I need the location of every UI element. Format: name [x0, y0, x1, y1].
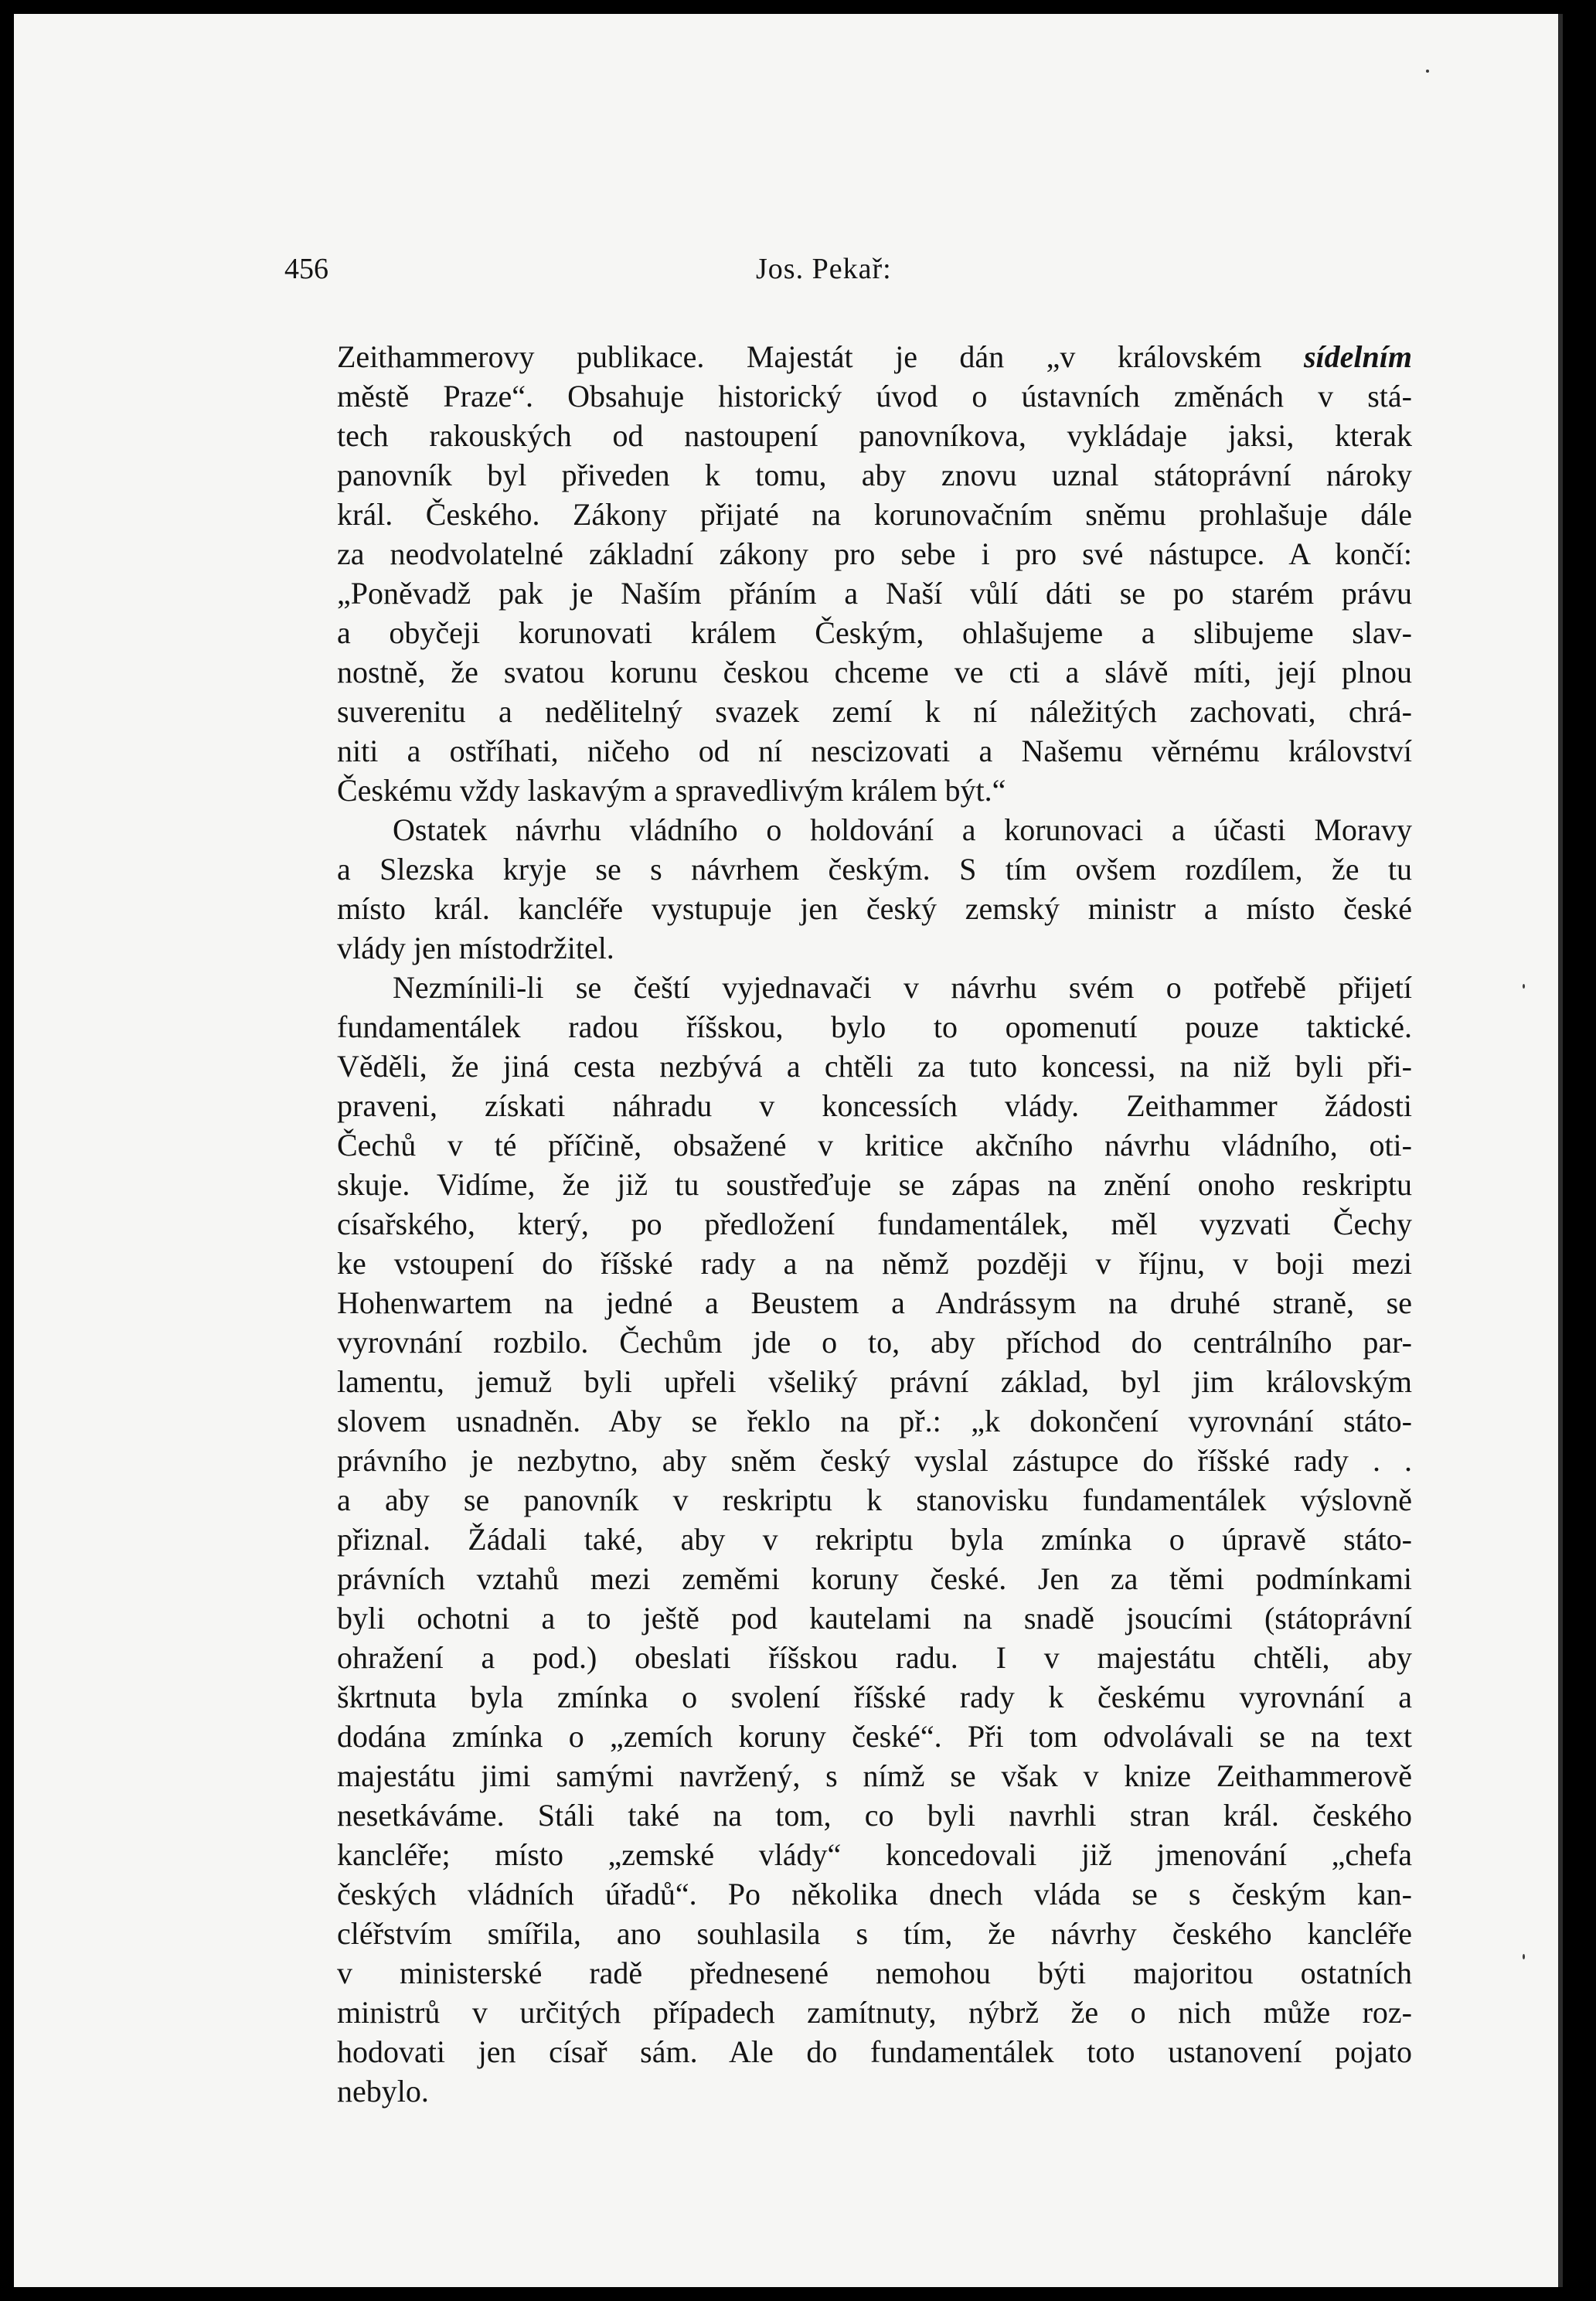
- text-line: a obyčeji korunovati králem Českým, ohlašujeme a slibujeme slav-: [337, 615, 1412, 650]
- text-line: suverenitu a nedělitelný svazek zemí k ní náležitých zachovati, chrá-: [337, 694, 1412, 729]
- text-line: byli ochotni a to ještě pod kautelami na snadě jsoucími (státoprávní: [337, 1601, 1412, 1636]
- text-line: cléřstvím smířila, ano souhlasila s tím, že návrhy českého kancléře: [337, 1916, 1412, 1951]
- paragraph-ostatek: [337, 810, 1412, 968]
- text-line: ohražení a pod.) obeslati říšskou radu. I v majestátu chtěli, aby: [337, 1640, 1412, 1675]
- text-line: Ostatek návrhu vládního o holdování a korunovaci a účasti Moravy: [393, 812, 1412, 847]
- text-line: kancléře; místo „zemské vlády“ koncedovali již jmenování „chefa: [337, 1837, 1412, 1872]
- emphasis-sidelnim: sídelním: [1303, 339, 1412, 374]
- text-line: v ministerské radě přednesené nemohou býti majoritou ostatních: [337, 1956, 1412, 1990]
- scan-speck: [1523, 984, 1525, 989]
- text-line: místo král. kancléře vystupuje jen český zemský ministr a místo české: [337, 891, 1412, 926]
- text-line: a aby se panovník v reskriptu k stanovisku fundamentálek výslovně: [337, 1482, 1412, 1517]
- text-line: Nezmínili-li se čeští vyjednavači v návrhu svém o potřebě přijetí: [393, 970, 1412, 1005]
- text-line: a Slezska kryje se s návrhem českým. S tím ovšem rozdílem, že tu: [337, 852, 1412, 887]
- text-line: českých vládních úřadů“. Po několika dnech vláda se s českým kan-: [337, 1877, 1412, 1911]
- text-line: niti a ostříhati, ničeho od ní nescizovati a Našemu věrnému království: [337, 734, 1412, 768]
- text-line: Věděli, že jiná cesta nezbývá a chtěli za tuto koncessi, na niž byli při-: [337, 1049, 1412, 1084]
- text-line: tech rakouských od nastoupení panovníkova, vykládaje jaksi, kterak: [337, 418, 1412, 453]
- scan-speck: [1523, 1954, 1525, 1959]
- page-edge-shadow: [1558, 14, 1563, 2287]
- text-line: panovník byl přiveden k tomu, aby znovu uznal státoprávní nároky: [337, 458, 1412, 492]
- paragraph-nezminili: [337, 968, 1412, 2111]
- book-page: [14, 14, 1558, 2287]
- page-header: [14, 250, 1558, 288]
- text-line: nesetkáváme. Stáli také na tom, co byli navrhli stran král. českého: [337, 1798, 1412, 1833]
- paragraph-majestat: [337, 337, 1412, 810]
- text-line: vlády jen místodržitel.: [337, 931, 614, 965]
- text-line: právních vztahů mezi zeměmi koruny české. Jen za těmi podmínkami: [337, 1561, 1412, 1596]
- body-text: [337, 337, 1412, 2111]
- text-line: dodána zmínka o „zemích koruny české“. Při tom odvolávali se na text: [337, 1719, 1412, 1754]
- text-line: Českému vždy laskavým a spravedlivým králem být.“: [337, 773, 1006, 808]
- text-line: král. Českého. Zákony přijaté na korunovačním sněmu prohlašuje dále: [337, 497, 1412, 532]
- scan-speck: [1426, 70, 1429, 73]
- text-line: „Poněvadž pak je Naším přáním a Naší vůlí dáti se po starém právu: [337, 576, 1412, 611]
- running-title: Jos. Pekař:: [756, 253, 892, 285]
- text-line: Čechů v té příčině, obsažené v kritice akčního návrhu vládního, oti-: [337, 1128, 1412, 1162]
- text-line: skuje. Vidíme, že již tu soustřeďuje se zápas na znění onoho reskriptu: [337, 1167, 1412, 1202]
- text-line: Hohenwartem na jedné a Beustem a Andrássym na druhé straně, se: [337, 1285, 1412, 1320]
- text-line: císařského, který, po předložení fundamentálek, měl vyzvati Čechy: [337, 1207, 1412, 1241]
- text-line: nebylo.: [337, 2074, 429, 2109]
- text-line: praveni, získati náhradu v koncessích vlády. Zeithammer žádosti: [337, 1088, 1412, 1123]
- text-line: škrtnuta byla zmínka o svolení říšské rady k českému vyrovnání a: [337, 1680, 1412, 1714]
- text-line: ministrů v určitých případech zamítnuty, nýbrž že o nich může roz-: [337, 1995, 1412, 2030]
- page-number: 456: [284, 253, 328, 285]
- text-line: ke vstoupení do říšské rady a na němž později v říjnu, v boji mezi: [337, 1246, 1412, 1281]
- text-line: městě Praze“. Obsahuje historický úvod o ústavních změnách v stá-: [337, 379, 1412, 414]
- text-line: hodovati jen císař sám. Ale do fundamentálek toto ustanovení pojato: [337, 2034, 1412, 2069]
- text-line: Zeithammerovy publikace. Majestát je dán „v královském sídelním: [337, 339, 1412, 374]
- text-line: lamentu, jemuž byli upřeli všeliký právní základ, byl jim královským: [337, 1364, 1412, 1399]
- text-line: nostně, že svatou korunu českou chceme ve cti a slávě míti, její plnou: [337, 655, 1412, 689]
- text-line: majestátu jimi samými navržený, s nímž se však v knize Zeithammerově: [337, 1758, 1412, 1793]
- text-line: slovem usnadněn. Aby se řeklo na př.: „k dokončení vyrovnání státo-: [337, 1404, 1412, 1438]
- text-line: za neodvolatelné základní zákony pro sebe i pro své nástupce. A končí:: [337, 536, 1412, 571]
- text-line: přiznal. Žádali také, aby v rekriptu byla zmínka o úpravě státo-: [337, 1522, 1412, 1557]
- text-line: fundamentálek radou říšskou, bylo to opomenutí pouze taktické.: [337, 1009, 1412, 1044]
- text-line: vyrovnání rozbilo. Čechům jde o to, aby příchod do centrálního par-: [337, 1325, 1412, 1360]
- text-line: právního je nezbytno, aby sněm český vyslal zástupce do říšské rady . .: [337, 1443, 1412, 1478]
